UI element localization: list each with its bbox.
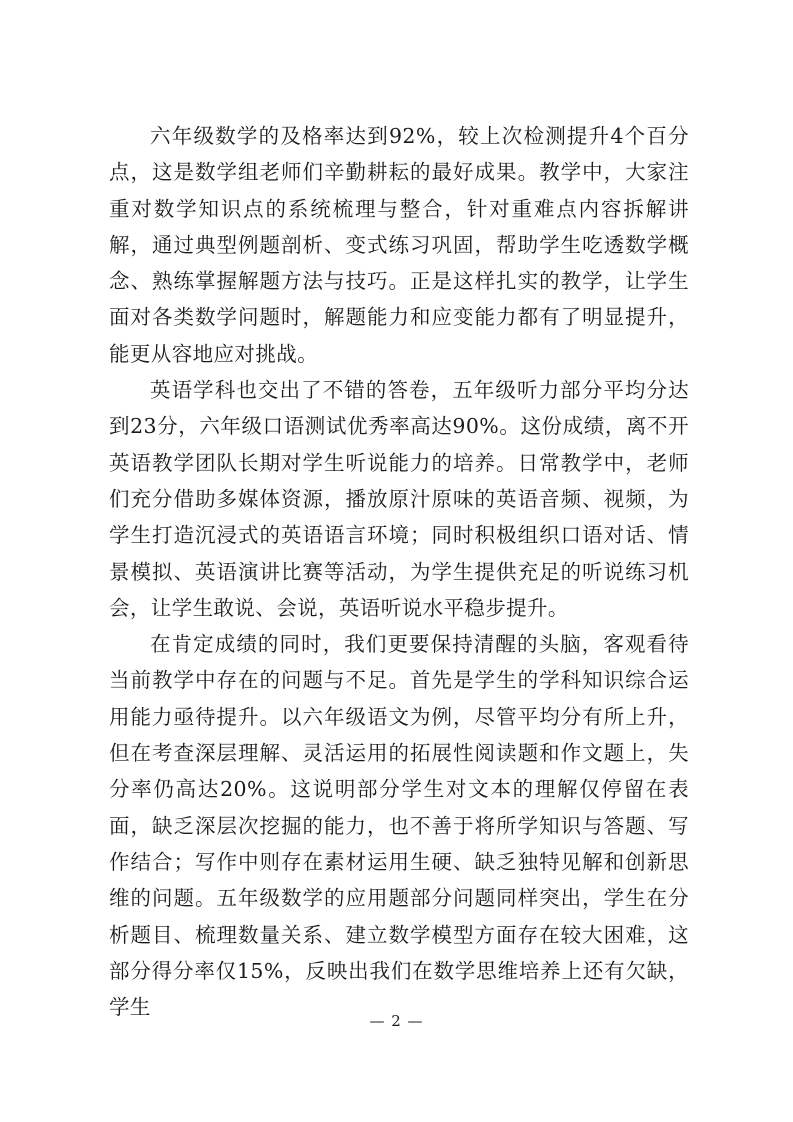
paragraph-english: 英语学科也交出了不错的答卷，五年级听力部分平均分达到23分，六年级口语测试优秀率高达90%。这份成绩，离不开英语教学团队长期对学生听说能力的培养。日常教学中，老师们充分借助多媒体资源，播放原汁原味的英语音频、视频，为学生打造沉浸式的英语语言环境；同时积极组织口语对话、情景模拟、英语演讲比赛等活动，为学生提供充足的听说练习机会，让学生敢说、会说，英语听说水平稳步提升。 — [109, 378, 689, 620]
paragraph-math: 六年级数学的及格率达到92%，较上次检测提升4个百分点，这是数学组老师们辛勤耕耘的最好成果。教学中，大家注重对数学知识点的系统梳理与整合，针对重难点内容拆解讲解，通过典型例题剖析、变式练习巩固，帮助学生吃透数学概念、熟练掌握解题方法与技巧。正是这样扎实的教学，让学生面对各类数学问题时，解题能力和应变能力都有了明显提升，能更从容地应对挑战。 — [109, 124, 689, 366]
page-number: — 2 — — [369, 1012, 424, 1030]
paragraph-problems: 在肯定成绩的同时，我们更要保持清醒的头脑，客观看待当前教学中存在的问题与不足。首先是学生的学科知识综合运用能力亟待提升。以六年级语文为例，尽管平均分有所上升，但在考查深层理解、灵活运用的拓展性阅读题和作文题上，失分率仍高达20%。这说明部分学生对文本的理解仅停留在表面，缺乏深层次挖掘的能力，也不善于将所学知识与答题、写作结合；写作中则存在素材运用生硬、缺乏独特见解和创新思维的问题。五年级数学的应用题部分问题同样突出，学生在分析题目、梳理数量关系、建立数学模型方面存在较大困难，这部分得分率仅15%，反映出我们在数学思维培养上还有欠缺，学生 — [109, 632, 689, 1020]
document-body — [109, 118, 689, 1025]
